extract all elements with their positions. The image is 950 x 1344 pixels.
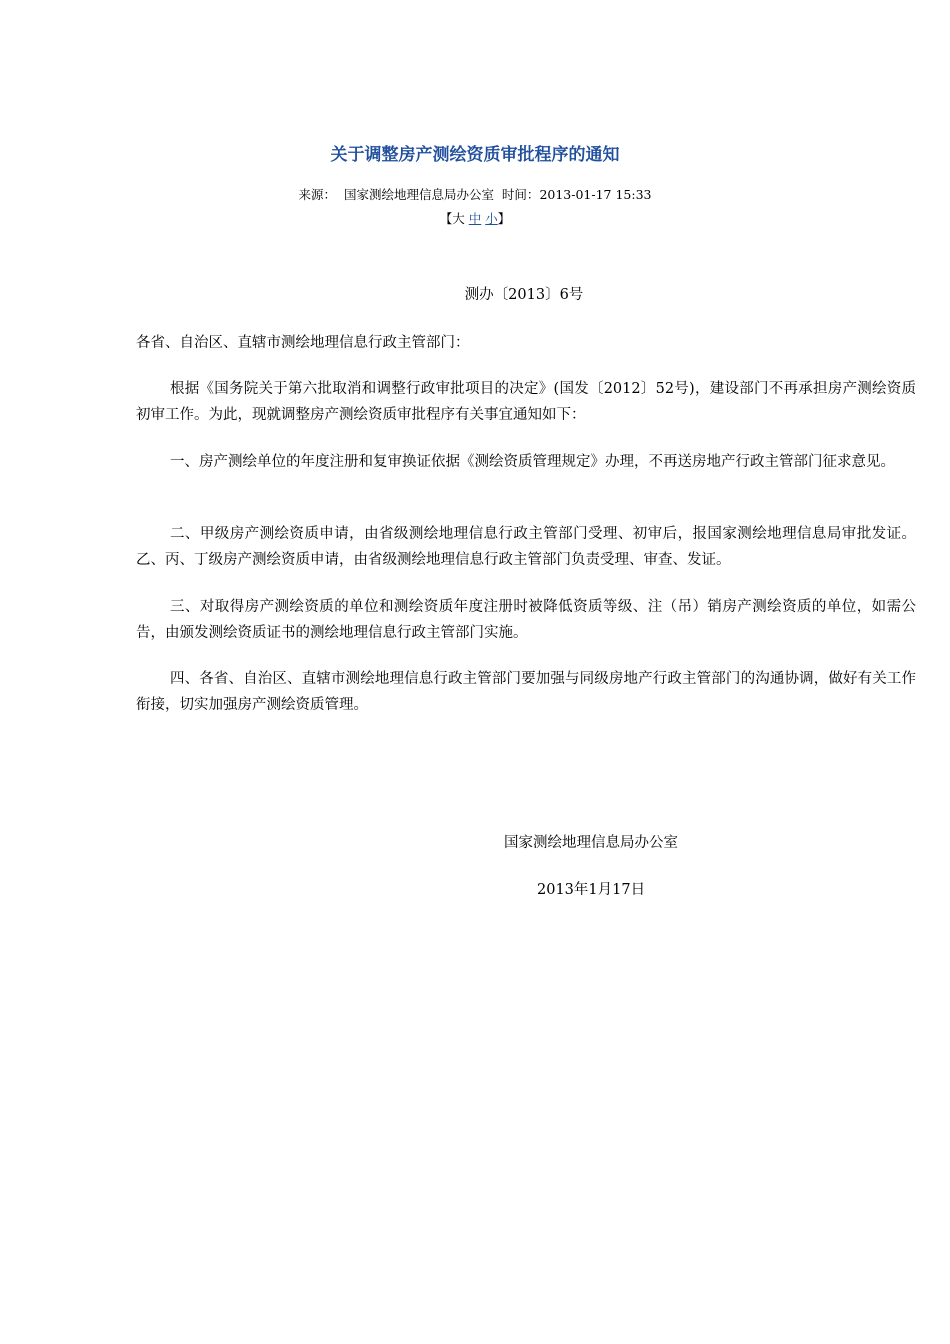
list-item: 四、各省、自治区、直辖市测绘地理信息行政主管部门要加强与同级房地产行政主管部门的沟通协调，做好有关工作衔接，切实加强房产测绘资质管理。 xyxy=(136,671,916,713)
list-item: 二、甲级房产测绘资质申请，由省级测绘地理信息行政主管部门受理、初审后，报国家测绘地理信息局审批发证。乙、丙、丁级房产测绘资质申请，由省级测绘地理信息行政主管部门负责受理、审查、发证。 xyxy=(136,526,916,568)
time-label: 时间： xyxy=(501,187,540,202)
close-bracket: 】 xyxy=(497,211,511,226)
document-number: 测办〔2013〕6号 xyxy=(464,287,584,303)
source-value: 国家测绘地理信息局办公室 xyxy=(343,187,494,202)
font-size-medium-button[interactable]: 中 xyxy=(468,211,482,226)
article-meta xyxy=(0,186,950,204)
source-label: 来源： xyxy=(298,187,336,202)
list-item: 一、房产测绘单位的年度注册和复审换证依据《测绘资质管理规定》办理，不再送房地产行政主管部门征求意见。 xyxy=(170,454,895,470)
open-bracket: 【 xyxy=(439,211,453,226)
font-size-large-button[interactable]: 大 xyxy=(452,211,465,226)
font-size-small-button[interactable]: 小 xyxy=(485,211,498,226)
time-value: 2013-01-17 15:33 xyxy=(539,187,652,202)
list-item: 三、对取得房产测绘资质的单位和测绘资质年度注册时被降低资质等级、注（吊）销房产测绘资质的单位，如需公告，由颁发测绘资质证书的测绘地理信息行政主管部门实施。 xyxy=(136,599,916,641)
page-title: 关于调整房产测绘资质审批程序的通知 xyxy=(330,145,620,165)
issue-date: 2013年1月17日 xyxy=(537,882,646,898)
font-size-switcher xyxy=(0,210,950,228)
salutation: 各省、自治区、直辖市测绘地理信息行政主管部门： xyxy=(136,335,470,351)
signature: 国家测绘地理信息局办公室 xyxy=(504,835,678,851)
intro-paragraph: 根据《国务院关于第六批取消和调整行政审批项目的决定》(国发〔2012〕52号)，建设部门不再承担房产测绘资质初审工作。为此，现就调整房产测绘资质审批程序有关事宜通知如下： xyxy=(136,381,916,423)
